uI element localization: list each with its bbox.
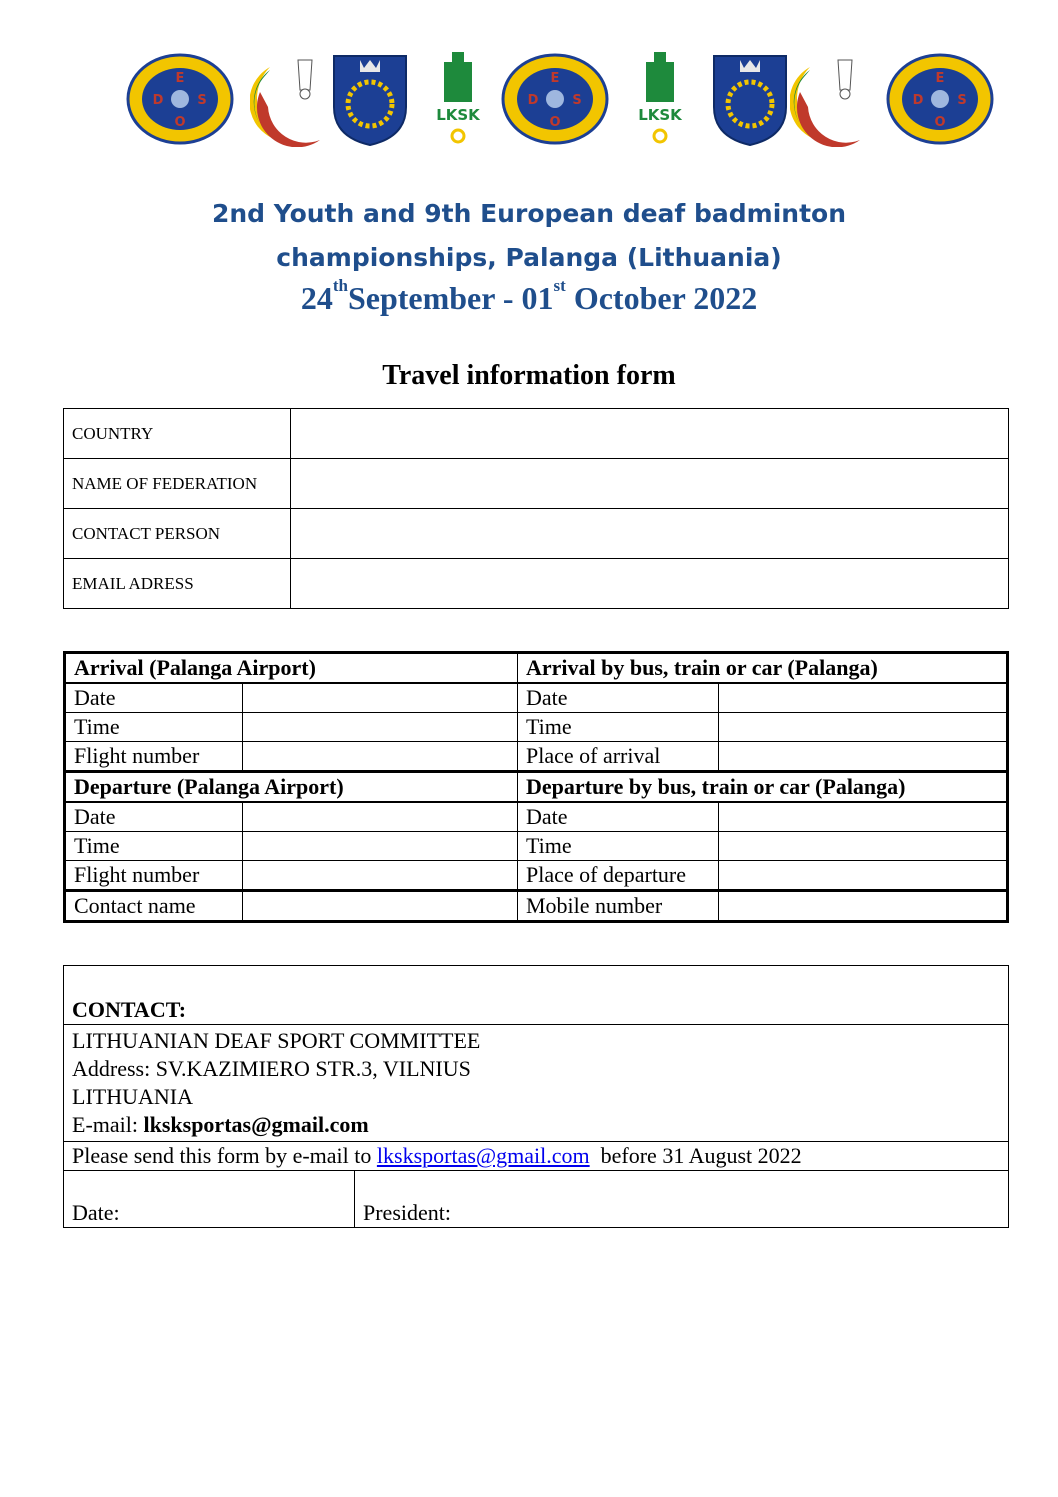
svg-text:E: E [550, 71, 560, 86]
place-of-departure-label: Place of departure [518, 861, 719, 891]
edso-logo [500, 52, 610, 147]
arrival-ground-time-field[interactable] [719, 713, 1008, 742]
arrival-date-field[interactable] [243, 683, 518, 713]
departure-ground-time-label: Time [518, 832, 719, 861]
contact-name-field[interactable] [243, 891, 518, 922]
title-line-1: 2nd Youth and 9th European deaf badminton [211, 199, 847, 228]
departure-ground-header: Departure by bus, train or car (Palanga) [518, 772, 1008, 803]
departure-flight-row [65, 861, 1008, 891]
travel-table [63, 651, 1009, 923]
contact-name-label: Contact name [65, 891, 243, 922]
place-of-arrival-field[interactable] [719, 742, 1008, 772]
date-signature-label: Date: [72, 1200, 120, 1225]
departure-air-header: Departure (Palanga Airport) [65, 772, 518, 803]
svg-text:E: E [175, 71, 185, 86]
signature-row [64, 1171, 1009, 1228]
arrival-header-row [65, 653, 1008, 684]
info-row-email [64, 559, 1009, 609]
arrival-flight-row [65, 742, 1008, 772]
contact-address-row [64, 1025, 1009, 1142]
contact-person-field[interactable] [291, 509, 1009, 559]
president-signature-field[interactable] [355, 1171, 1009, 1228]
svg-text:D: D [527, 93, 539, 108]
departure-flight-field[interactable] [243, 861, 518, 891]
arrival-ground-date-field[interactable] [719, 683, 1008, 713]
departure-flight-label: Flight number [65, 861, 243, 891]
departure-header-row [65, 772, 1008, 803]
contact-table [63, 965, 1009, 1228]
badminton-logo [250, 52, 330, 147]
arrival-ground-date-label: Date [518, 683, 719, 713]
president-signature-label: President: [363, 1200, 451, 1225]
arrival-ground-header: Arrival by bus, train or car (Palanga) [518, 653, 1008, 684]
date-signature-field[interactable] [64, 1171, 355, 1228]
info-row-federation [64, 459, 1009, 509]
badminton-logo [790, 52, 870, 147]
departure-date-label: Date [65, 802, 243, 832]
edso-logo [125, 52, 235, 147]
edso-logo [885, 52, 995, 147]
svg-text:O: O [549, 115, 561, 130]
svg-text:LKSK: LKSK [638, 106, 682, 124]
departure-ground-time-field[interactable] [719, 832, 1008, 861]
send-prefix: Please send this form by e-mail to [72, 1143, 377, 1168]
crown-shield-logo [710, 52, 790, 147]
contact-country: LITHUANIA [72, 1084, 193, 1109]
mobile-number-field[interactable] [719, 891, 1008, 922]
email-field[interactable] [291, 559, 1009, 609]
info-row-country [64, 409, 1009, 459]
place-of-departure-field[interactable] [719, 861, 1008, 891]
start-day-suffix: th [332, 276, 348, 295]
send-instruction [64, 1142, 1009, 1171]
arrival-date-row [65, 683, 1008, 713]
svg-text:S: S [957, 93, 967, 108]
departure-time-row [65, 832, 1008, 861]
date-range-middle: September - 01 [347, 280, 554, 316]
crown-shield-logo [330, 52, 410, 147]
contact-address: Address: SV.KAZIMIERO STR.3, VILNIUS [72, 1056, 471, 1081]
svg-text:D: D [912, 93, 924, 108]
end-month-year: October 2022 [565, 280, 758, 316]
federation-label: NAME OF FEDERATION [64, 459, 291, 509]
departure-date-field[interactable] [243, 802, 518, 832]
departure-time-label: Time [65, 832, 243, 861]
departure-ground-date-label: Date [518, 802, 719, 832]
arrival-flight-field[interactable] [243, 742, 518, 772]
send-instruction-row [64, 1142, 1009, 1171]
form-title: Travel information form [382, 360, 676, 391]
email-label: EMAIL ADRESS [64, 559, 291, 609]
contact-email-label: E-mail: [72, 1112, 144, 1137]
info-row-contact-person [64, 509, 1009, 559]
send-suffix: before 31 August 2022 [589, 1143, 802, 1168]
contact-heading: CONTACT: [64, 966, 1009, 1025]
departure-date-row [65, 802, 1008, 832]
arrival-flight-label: Flight number [65, 742, 243, 772]
country-label: COUNTRY [64, 409, 291, 459]
svg-text:LKSK: LKSK [436, 106, 480, 124]
arrival-time-field[interactable] [243, 713, 518, 742]
federation-field[interactable] [291, 459, 1009, 509]
contact-email-line [72, 1111, 1000, 1139]
contact-person-label: CONTACT PERSON [64, 509, 291, 559]
svg-text:S: S [572, 93, 582, 108]
end-day-suffix: st [553, 276, 566, 295]
send-email-link[interactable]: lksksportas@gmail.com [376, 1143, 590, 1168]
country-field[interactable] [291, 409, 1009, 459]
svg-text:E: E [935, 71, 945, 86]
arrival-ground-time-label: Time [518, 713, 719, 742]
logo-strip [120, 52, 1000, 152]
contact-address-block [64, 1025, 1009, 1142]
contact-name-row [65, 891, 1008, 922]
start-day: 24 [300, 280, 333, 316]
svg-text:O: O [174, 115, 186, 130]
place-of-arrival-label: Place of arrival [518, 742, 719, 772]
arrival-air-header: Arrival (Palanga Airport) [65, 653, 518, 684]
departure-time-field[interactable] [243, 832, 518, 861]
lksk-logo [428, 52, 488, 147]
arrival-date-label: Date [65, 683, 243, 713]
arrival-time-label: Time [65, 713, 243, 742]
contact-email: lksksportas@gmail.com [143, 1112, 369, 1137]
arrival-time-row [65, 713, 1008, 742]
svg-text:D: D [152, 93, 164, 108]
info-table [63, 408, 1009, 609]
contact-org: LITHUANIAN DEAF SPORT COMMITTEE [72, 1028, 481, 1053]
lksk-logo [630, 52, 690, 147]
contact-heading-row [64, 966, 1009, 1025]
svg-text:S: S [197, 93, 207, 108]
svg-text:O: O [934, 115, 946, 130]
title-line-2: championships, Palanga (Lithuania) [276, 243, 782, 272]
departure-ground-date-field[interactable] [719, 802, 1008, 832]
mobile-number-label: Mobile number [518, 891, 719, 922]
event-dates [0, 276, 1058, 317]
